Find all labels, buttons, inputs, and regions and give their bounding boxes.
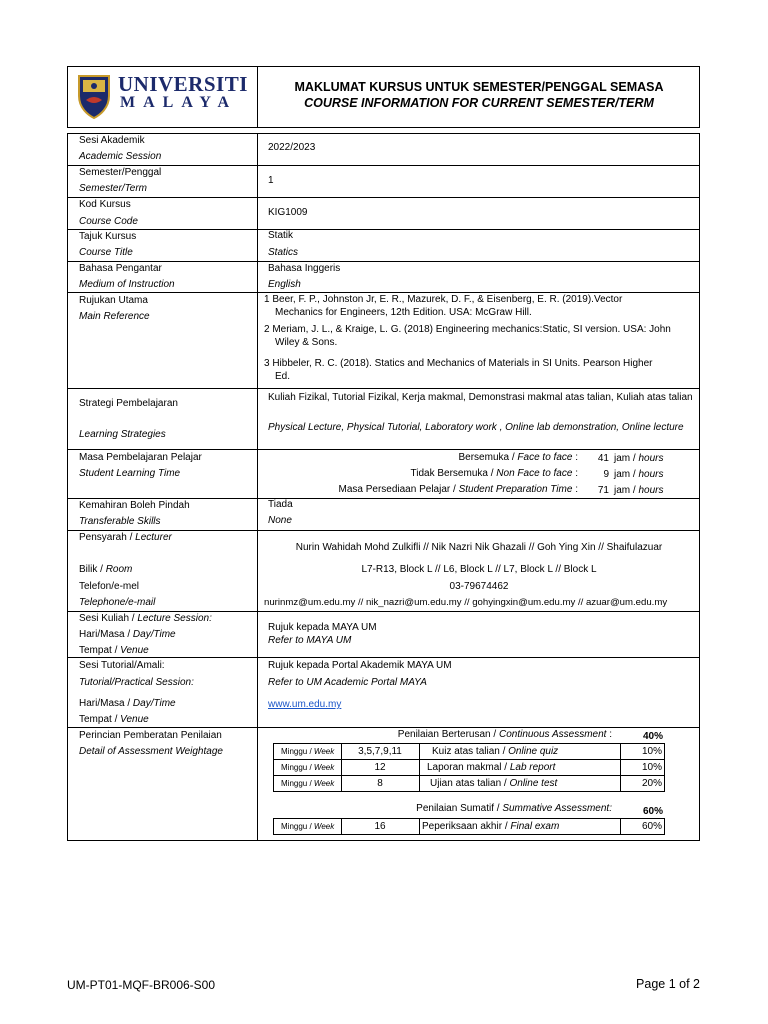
- reference-label-en: Main Reference: [79, 311, 150, 322]
- semester-label-en: Semester/Term: [79, 183, 147, 194]
- reference-item-2-cont: Wiley & Sons.: [275, 337, 338, 348]
- row-divider: [67, 229, 700, 230]
- assessment-pct: 10%: [641, 746, 662, 757]
- semester-label: Semester/Penggal: [79, 167, 162, 178]
- course-code-value: KIG1009: [268, 207, 308, 218]
- assessment-week: 16: [374, 821, 386, 832]
- session-label: Sesi Akademik: [79, 135, 145, 146]
- course-code-label: Kod Kursus: [79, 199, 131, 210]
- strategy-value: Kuliah Fizikal, Tutorial Fizikal, Kerja makmal, Demonstrasi makmal atas talian, Kuliah atas talian: [268, 392, 693, 403]
- continuous-assessment-total: 40%: [642, 731, 663, 742]
- tutorial-session-label: Sesi Tutorial/Amali:: [79, 660, 165, 671]
- session-value: 2022/2023: [268, 142, 316, 153]
- medium-value-en: English: [268, 279, 301, 290]
- week-label: Minggu / Week: [281, 763, 335, 772]
- assessment-pct: 20%: [641, 778, 662, 789]
- tutorial-session-value-en: Refer to UM Academic Portal MAYA: [268, 677, 427, 688]
- slt-row-3: Masa Persediaan Pelajar / Student Preparation Time :: [338, 484, 578, 495]
- row-divider: [67, 727, 700, 728]
- medium-label: Bahasa Pengantar: [79, 263, 162, 274]
- reference-item-1-cont: Mechanics for Engineers, 12th Edition. USA: McGraw Hill.: [275, 307, 532, 318]
- subtable-row-divider: [273, 775, 665, 776]
- reference-item-3-cont: Ed.: [275, 371, 291, 382]
- strategy-label: Strategi Pembelajaran: [79, 398, 178, 409]
- tutorial-session-value: Rujuk kepada Portal Akademik MAYA UM: [268, 660, 452, 671]
- page-subtitle: COURSE INFORMATION FOR CURRENT SEMESTER/TERM: [304, 96, 654, 110]
- lecture-day-label: Hari/Masa / Day/Time: [79, 629, 176, 640]
- slt-hours-3: 71: [597, 485, 609, 496]
- tutorial-session-label-en: Tutorial/Practical Session:: [79, 677, 194, 688]
- course-code-label-en: Course Code: [79, 216, 138, 227]
- slt-unit-1: jam / hours: [614, 453, 664, 464]
- logo-line-2: MALAYA: [120, 94, 238, 111]
- assessment-label-en: Detail of Assessment Weightage: [79, 746, 223, 757]
- row-divider: [67, 292, 700, 293]
- lecture-session-value: Rujuk kepada MAYA UM: [268, 622, 377, 633]
- lecturer-names: Nurin Wahidah Mohd Zulkifli // Nik Nazri Nik Ghazali // Goh Ying Xin // Shaifulazuar: [295, 542, 663, 553]
- assessment-item: Peperiksaan akhir / Final exam: [422, 821, 560, 832]
- strategy-value-en: Physical Lecture, Physical Tutorial, Laboratory work , Online lab demonstration, Online lecture: [268, 422, 684, 433]
- slt-label-en: Student Learning Time: [79, 468, 181, 479]
- row-divider: [67, 261, 700, 262]
- row-divider: [67, 388, 700, 389]
- row-divider: [67, 449, 700, 450]
- tutorial-venue-label: Tempat / Venue: [79, 714, 149, 725]
- assessment-pct: 60%: [641, 821, 662, 832]
- row-divider: [67, 657, 700, 658]
- assessment-week: 8: [377, 778, 383, 789]
- continuous-assessment-heading: Penilaian Berterusan / Continuous Assessment :: [397, 729, 612, 740]
- tutorial-day-label: Hari/Masa / Day/Time: [79, 698, 176, 709]
- slt-row-2: Tidak Bersemuka / Non Face to face :: [410, 468, 578, 479]
- slt-label: Masa Pembelajaran Pelajar: [79, 452, 202, 463]
- slt-hours-1: 41: [597, 453, 609, 464]
- subtable-col-divider: [419, 743, 420, 792]
- lecture-venue-label: Tempat / Venue: [79, 645, 149, 656]
- slt-unit-3: jam / hours: [614, 485, 664, 496]
- assessment-item: Ujian atas talian / Online test: [430, 778, 558, 789]
- course-title-value: Statik: [268, 230, 294, 241]
- reference-label: Rujukan Utama: [79, 295, 148, 306]
- course-title-value-en: Statics: [268, 247, 299, 258]
- session-label-en: Academic Session: [79, 151, 162, 162]
- week-label: Minggu / Week: [281, 779, 335, 788]
- slt-hours-2: 9: [603, 469, 609, 480]
- assessment-item: Laporan makmal / Lab report: [427, 762, 556, 773]
- medium-value: Bahasa Inggeris: [268, 263, 341, 274]
- crest-icon: [76, 72, 112, 120]
- summative-assessment-total: 60%: [642, 806, 663, 817]
- assessment-pct: 10%: [641, 762, 662, 773]
- university-logo: [72, 70, 254, 122]
- phone-value: 03-79674462: [449, 581, 509, 592]
- assessment-label: Perincian Pemberatan Penilaian: [79, 730, 222, 741]
- document-code: UM-PT01-MQF-BR006-S00: [67, 978, 216, 992]
- phone-label: Telefon/e-mel: [79, 581, 140, 592]
- row-divider: [67, 197, 700, 198]
- room-label: Bilik / Room: [79, 564, 133, 575]
- summative-assessment-heading: Penilaian Sumatif / Summative Assessment:: [416, 803, 612, 814]
- assessment-week: 12: [374, 762, 386, 773]
- skills-value: Tiada: [268, 499, 293, 510]
- semester-value: 1: [268, 175, 274, 186]
- skills-label-en: Transferable Skills: [79, 516, 161, 527]
- week-label: Minggu / Week: [281, 822, 335, 831]
- reference-item-2: 2 Meriam, J. L., & Kraige, L. G. (2018) Engineering mechanics:Static, SI version. USA: John: [264, 324, 671, 335]
- lecture-session-label: Sesi Kuliah / Lecture Session:: [79, 613, 212, 624]
- maya-portal-link[interactable]: www.um.edu.my: [268, 699, 342, 710]
- lecturer-label: Pensyarah / Lecturer: [79, 532, 172, 543]
- email-label: Telephone/e-mail: [79, 597, 156, 608]
- email-value: nurinmz@um.edu.my // nik_nazri@um.edu.my // gohyingxin@um.edu.my // azuar@um.edu.my: [264, 597, 668, 608]
- skills-label: Kemahiran Boleh Pindah: [79, 500, 190, 511]
- row-divider: [67, 165, 700, 166]
- slt-unit-2: jam / hours: [614, 469, 664, 480]
- page-title: MAKLUMAT KURSUS UNTUK SEMESTER/PENGGAL SEMASA: [294, 80, 664, 94]
- reference-item-3: 3 Hibbeler, R. C. (2018). Statics and Mechanics of Materials in SI Units. Pearson Higher: [264, 358, 653, 369]
- course-title-label-en: Course Title: [79, 247, 133, 258]
- medium-label-en: Medium of Instruction: [79, 279, 175, 290]
- subtable-row-divider: [273, 759, 665, 760]
- table-column-divider: [257, 133, 258, 841]
- lecture-session-value-en: Refer to MAYA UM: [268, 635, 352, 646]
- slt-row-1: Bersemuka / Face to face :: [458, 452, 578, 463]
- course-title-label: Tajuk Kursus: [79, 231, 137, 242]
- logo-line-1: UNIVERSITI: [118, 72, 248, 96]
- strategy-label-en: Learning Strategies: [79, 429, 166, 440]
- week-label: Minggu / Week: [281, 747, 335, 756]
- assessment-item: Kuiz atas talian / Online quiz: [432, 746, 559, 757]
- subtable-col-divider: [419, 818, 420, 835]
- skills-value-en: None: [268, 515, 292, 526]
- assessment-week: 3,5,7,9,11: [358, 746, 402, 757]
- reference-item-1: 1 Beer, F. P., Johnston Jr, E. R., Mazurek, D. F., & Eisenberg, E. R. (2019).Vector: [264, 294, 623, 305]
- room-value: L7-R13, Block L // L6, Block L // L7, Block L // Block L: [361, 564, 597, 575]
- page-number: Page 1 of 2: [636, 977, 700, 991]
